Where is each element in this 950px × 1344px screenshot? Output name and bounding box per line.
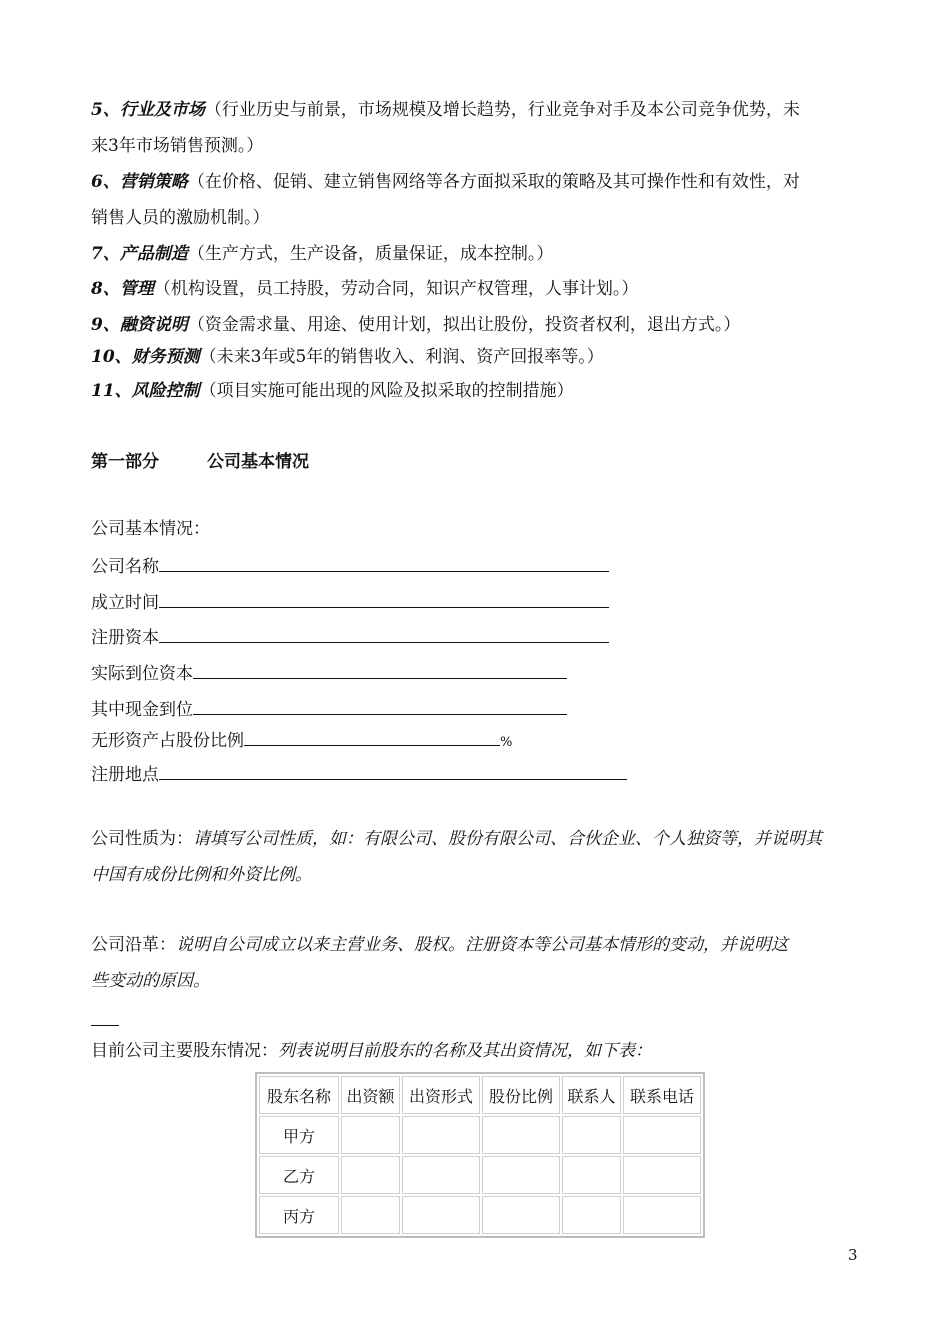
company-history-hint: 些变动的原因。	[91, 971, 210, 991]
outline-title: 行业及市场	[119, 100, 205, 120]
column-header: 股份比例	[482, 1076, 560, 1114]
outline-item-6-cont	[91, 207, 270, 229]
field-label: 公司名称	[91, 557, 159, 577]
outline-title: 产品制造	[119, 244, 188, 264]
field-label: 其中现金到位	[91, 700, 193, 720]
table-cell[interactable]	[562, 1116, 621, 1154]
short-divider	[91, 1025, 119, 1026]
field-registered-address	[91, 762, 627, 786]
outline-number: 8、	[91, 279, 120, 299]
table-cell: 乙方	[259, 1156, 339, 1194]
field-label: 成立时间	[91, 593, 159, 613]
table-row	[259, 1196, 701, 1234]
company-nature	[91, 828, 822, 850]
shareholders-intro	[91, 1040, 652, 1062]
outline-item-5	[91, 99, 800, 121]
outline-description: （未来3年或5年的销售收入、利润、资产回报率等。）	[199, 347, 604, 367]
outline-item-11	[91, 380, 574, 402]
table-cell[interactable]	[402, 1196, 480, 1234]
outline-description: （在价格、促销、建立销售网络等各方面拟采取的策略及其可操作性和有效性，对	[187, 172, 800, 192]
outline-title: 风险控制	[131, 381, 200, 401]
outline-item-8	[91, 278, 638, 300]
outline-item-7	[91, 243, 553, 265]
field-cash-paid-in	[91, 697, 567, 721]
table-cell[interactable]	[623, 1116, 701, 1154]
fill-in-blank[interactable]	[159, 554, 609, 572]
outline-title: 管理	[119, 279, 154, 299]
outline-number: 6、	[91, 172, 120, 192]
section-heading	[91, 451, 309, 473]
outline-title: 财务预测	[131, 347, 200, 367]
basic-info-heading-text: 公司基本情况：	[91, 519, 210, 539]
company-history-label: 公司沿革：	[91, 935, 176, 955]
field-label: 无形资产占股份比例	[91, 731, 244, 751]
table-cell[interactable]	[341, 1116, 400, 1154]
outline-description: （机构设置，员工持股，劳动合同，知识产权管理，人事计划。）	[153, 279, 639, 299]
basic-info-heading	[91, 518, 210, 540]
company-history	[91, 934, 788, 956]
table-cell[interactable]	[341, 1156, 400, 1194]
column-header: 联系电话	[623, 1076, 701, 1114]
percent-sign: %	[500, 735, 513, 750]
table-cell[interactable]	[562, 1196, 621, 1234]
table-cell[interactable]	[482, 1156, 560, 1194]
outline-number: 11、	[91, 381, 132, 401]
outline-description: （资金需求量、用途、使用计划，拟出让股份，投资者权利，退出方式。）	[187, 315, 741, 335]
field-label: 注册地点	[91, 765, 159, 785]
shareholders-table	[255, 1072, 705, 1238]
fill-in-blank[interactable]	[244, 728, 500, 746]
table-cell: 丙方	[259, 1196, 339, 1234]
company-nature-hint: 中国有成份比例和外资比例。	[91, 865, 312, 885]
outline-number: 7、	[91, 244, 120, 264]
outline-title: 营销策略	[119, 172, 188, 192]
field-founded-date	[91, 590, 609, 614]
field-intangible-ratio	[91, 728, 512, 754]
field-label: 实际到位资本	[91, 664, 193, 684]
table-cell: 甲方	[259, 1116, 339, 1154]
fill-in-blank[interactable]	[159, 590, 609, 608]
outline-description: （行业历史与前景，市场规模及增长趋势，行业竞争对手及本公司竞争优势，未	[204, 100, 800, 120]
shareholders-label: 目前公司主要股东情况：	[91, 1041, 278, 1061]
company-nature-hint: 请填写公司性质，如：有限公司、股份有限公司、合伙企业、个人独资等，并说明其	[193, 829, 822, 849]
fill-in-blank[interactable]	[193, 697, 567, 715]
table-cell[interactable]	[482, 1196, 560, 1234]
outline-item-10	[91, 346, 604, 368]
column-header: 出资额	[341, 1076, 400, 1114]
field-registered-capital	[91, 625, 609, 649]
company-nature-label: 公司性质为：	[91, 829, 193, 849]
section-part-label: 第一部分	[91, 452, 159, 472]
outline-number: 10、	[91, 347, 132, 367]
table-cell[interactable]	[341, 1196, 400, 1234]
table-row	[259, 1156, 701, 1194]
outline-description: 销售人员的激励机制。）	[91, 208, 270, 228]
outline-number: 9、	[91, 315, 120, 335]
column-header: 出资形式	[402, 1076, 480, 1114]
shareholders-hint: 列表说明目前股东的名称及其出资情况，如下表：	[278, 1041, 652, 1061]
page-number: 3	[848, 1246, 858, 1264]
field-paid-in-capital	[91, 661, 567, 685]
outline-description: （生产方式，生产设备，质量保证，成本控制。）	[187, 244, 554, 264]
outline-item-5-cont	[91, 135, 263, 157]
fill-in-blank[interactable]	[193, 661, 567, 679]
outline-item-6	[91, 171, 800, 193]
outline-description: 来3年市场销售预测。）	[91, 136, 264, 156]
outline-item-9	[91, 314, 740, 336]
table-cell[interactable]	[623, 1196, 701, 1234]
company-history-cont	[91, 970, 210, 992]
outline-description: （项目实施可能出现的风险及拟采取的控制措施）	[199, 381, 574, 401]
table-cell[interactable]	[402, 1156, 480, 1194]
fill-in-blank[interactable]	[159, 625, 609, 643]
table-header-row	[259, 1076, 701, 1114]
table-cell[interactable]	[623, 1156, 701, 1194]
field-company-name	[91, 554, 609, 578]
outline-title: 融资说明	[119, 315, 188, 335]
outline-number: 5、	[91, 100, 120, 120]
column-header: 股东名称	[259, 1076, 339, 1114]
column-header: 联系人	[562, 1076, 621, 1114]
table-cell[interactable]	[402, 1116, 480, 1154]
table-row	[259, 1116, 701, 1154]
table-cell[interactable]	[482, 1116, 560, 1154]
company-history-hint: 说明自公司成立以来主营业务、股权。注册资本等公司基本情形的变动，并说明这	[176, 935, 788, 955]
table-cell[interactable]	[562, 1156, 621, 1194]
company-nature-cont	[91, 864, 312, 886]
section-title: 公司基本情况	[207, 452, 309, 472]
field-label: 注册资本	[91, 628, 159, 648]
fill-in-blank[interactable]	[159, 762, 627, 780]
